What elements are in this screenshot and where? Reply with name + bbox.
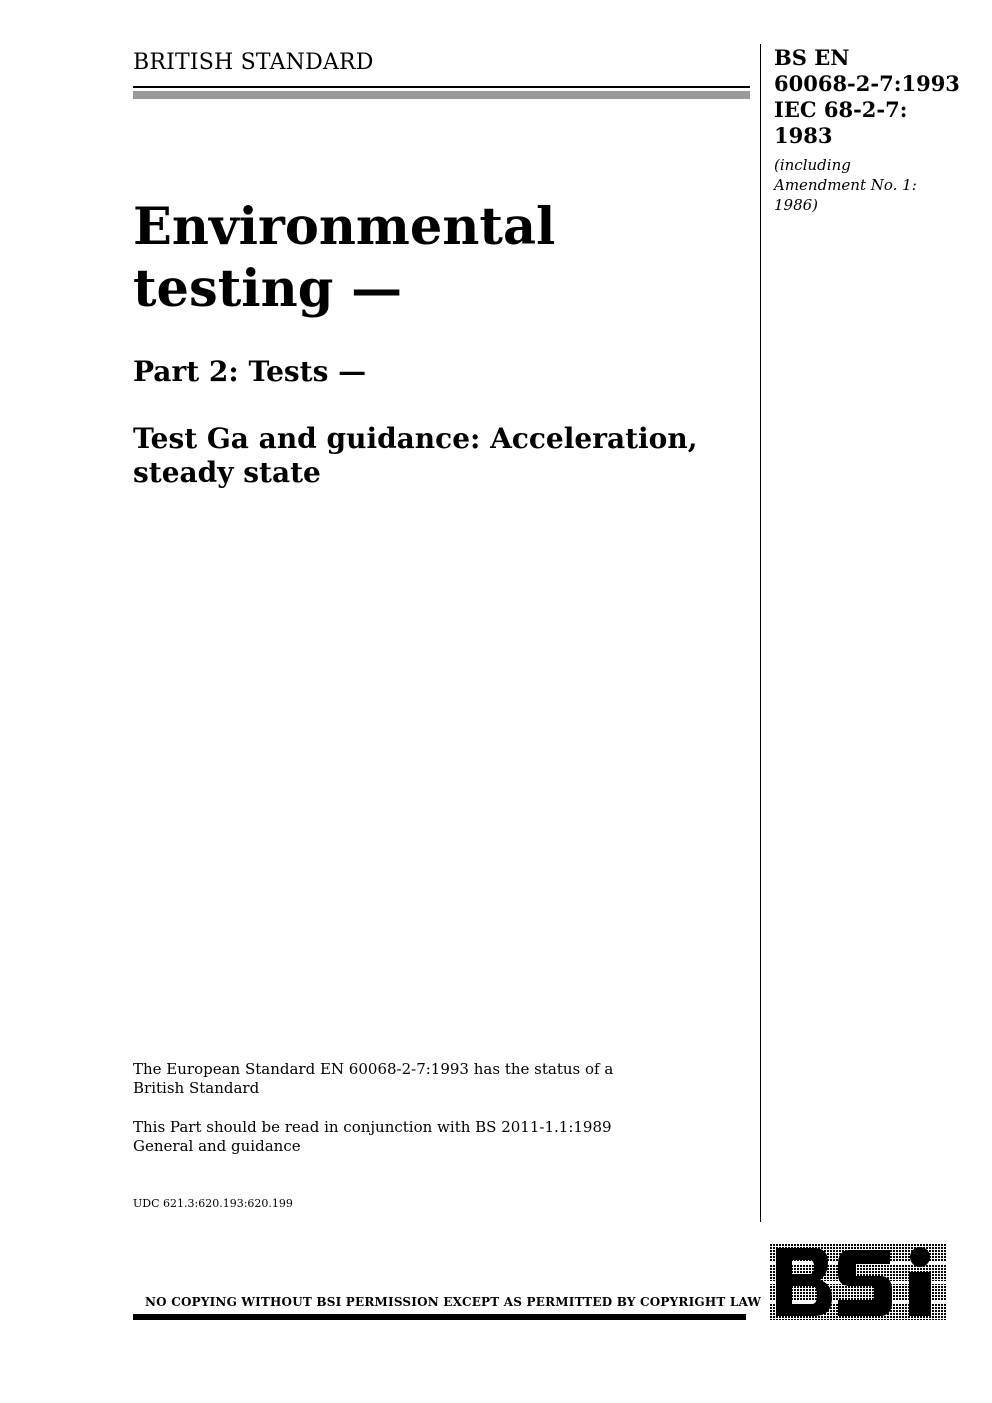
header-rule-gray [133, 91, 750, 99]
subtitle [133, 422, 743, 490]
standard-number-line: 60068-2-7:1993 [774, 71, 960, 96]
title-line: Environmental [133, 197, 556, 257]
footer-rule [133, 1314, 746, 1320]
amendment-line: Amendment No. 1: [774, 176, 917, 194]
status-note [133, 1060, 653, 1098]
amendment-line: 1986) [774, 196, 819, 214]
part-heading: Part 2: Tests — [133, 355, 367, 388]
note-line: The European Standard EN 60068-2-7:1993 has the status of a [133, 1060, 614, 1078]
header-label: BRITISH STANDARD [133, 50, 374, 75]
note-line: British Standard [133, 1079, 260, 1097]
column-divider [760, 44, 761, 1222]
subtitle-line: Test Ga and guidance: Acceleration, [133, 422, 698, 455]
subtitle-line: steady state [133, 456, 321, 489]
document-title [133, 196, 555, 320]
note-line: General and guidance [133, 1137, 301, 1155]
udc-code: UDC 621.3:620.193:620.199 [133, 1197, 293, 1210]
standard-number-line: 1983 [774, 123, 833, 148]
copyright-notice: NO COPYING WITHOUT BSI PERMISSION EXCEPT AS PERMITTED BY COPYRIGHT LAW [145, 1295, 762, 1309]
note-line: This Part should be read in conjunction with BS 2011-1.1:1989 [133, 1118, 612, 1136]
conjunction-note [133, 1118, 653, 1156]
bsi-logo [770, 1244, 946, 1320]
amendment-line: (including [774, 156, 851, 174]
header-rule-thin [133, 86, 750, 88]
title-line: testing — [133, 259, 403, 319]
standard-number-line: BS EN [774, 45, 850, 70]
amendment-note [774, 155, 917, 215]
standard-number [774, 45, 960, 149]
standard-number-line: IEC 68-2-7: [774, 97, 908, 122]
